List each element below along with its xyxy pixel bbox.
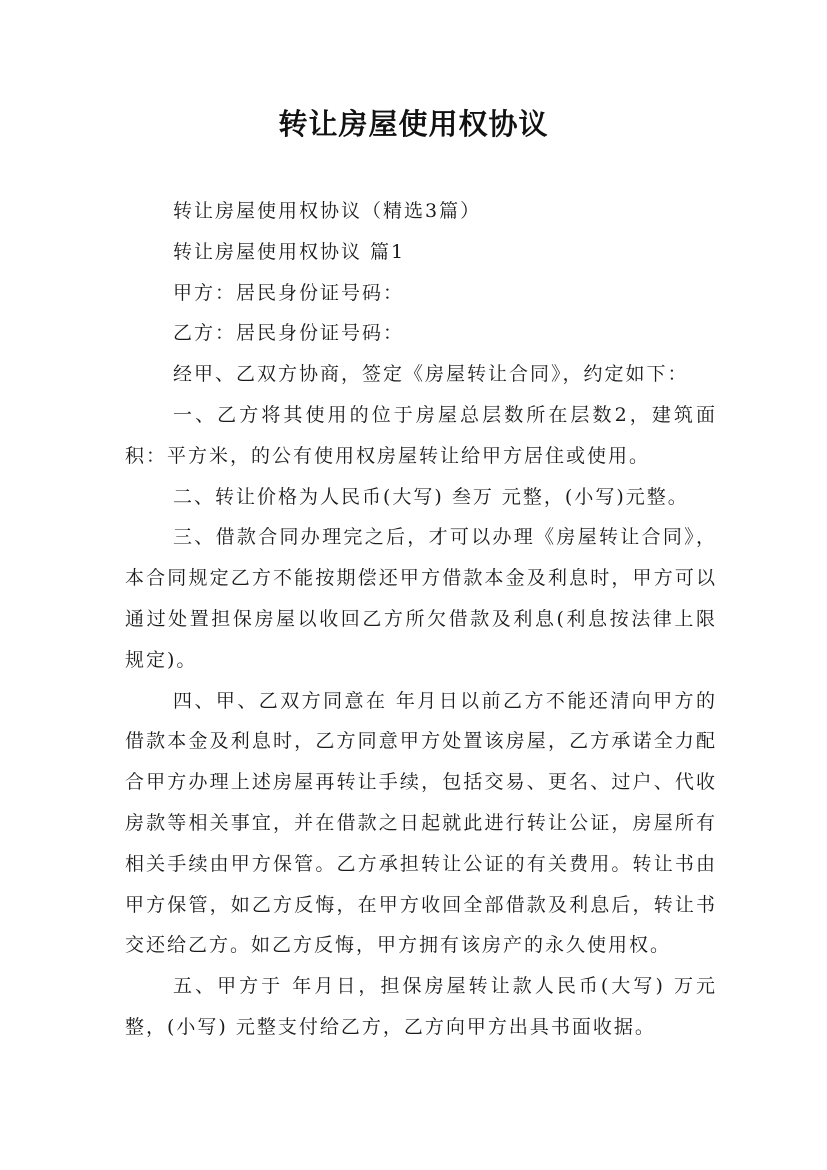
paragraph-agreement-intro: 经甲、乙双方协商，签定《房屋转让合同》，约定如下：: [173, 363, 689, 386]
document-title: 转让房屋使用权协议: [278, 107, 549, 141]
paragraph-party-b: 乙方：居民身份证号码：: [173, 322, 405, 345]
paragraph-clause-3: 三、借款合同办理完之后，才可以办理《房屋转让合同》，本合同规定乙方不能按期偿还甲方借款本金及利息时，甲方可以通过处置担保房屋以收回乙方所欠借款及利息(利息按法律上限规定)。: [125, 526, 717, 671]
paragraph-section-heading: 转让房屋使用权协议 篇1: [173, 240, 406, 263]
paragraph-clause-4: 四、甲、乙双方同意在 年月日以前乙方不能还清向甲方的借款本金及利息时，乙方同意甲方处置该房屋，乙方承诺全力配合甲方办理上述房屋再转让手续，包括交易、更名、过户、代收房款等相关事宜，并在借款之日起就此进行转让公证，房屋所有相关手续由甲方保管。乙方承担转让公证的有关费用。转让书由甲方保管，如乙方反悔，在甲方收回全部借款及利息后，转让书交还给乙方。如乙方反悔，甲方拥有该房产的永久使用权。: [125, 689, 717, 957]
paragraph-party-a: 甲方：居民身份证号码：: [173, 281, 405, 304]
paragraph-clause-5: 五、甲方于 年月日，担保房屋转让款人民币(大写) 万元整，(小写) 元整支付给乙方，乙方向甲方出具书面收据。: [125, 975, 717, 1038]
paragraph-heading-selection: 转让房屋使用权协议（精选3篇）: [173, 200, 482, 222]
document-body: [125, 191, 717, 1048]
paragraph-clause-2: 二、转让价格为人民币(大写) 叁万 元整，(小写)元整。: [173, 485, 689, 508]
paragraph-clause-1: 一、乙方将其使用的位于房屋总层数所在层数2，建筑面积：平方米，的公有使用权房屋转让给甲方居住或使用。: [125, 403, 717, 467]
